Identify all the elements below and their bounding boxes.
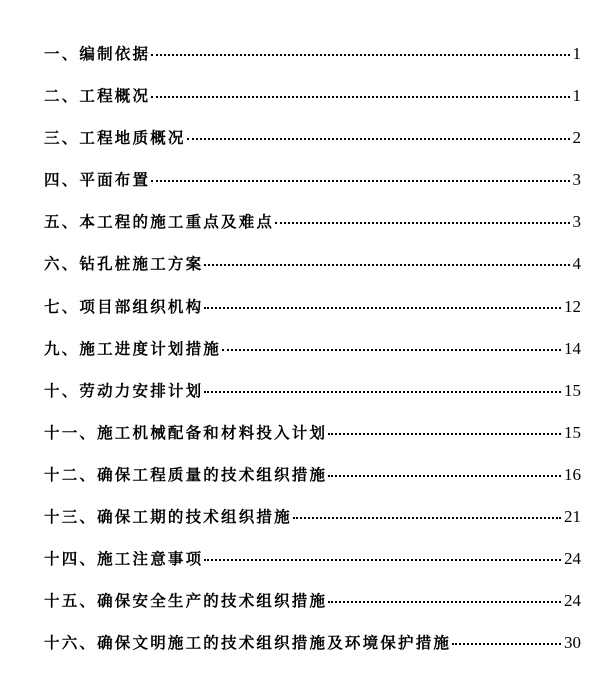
toc-dot-leader [204, 390, 561, 393]
toc-entry[interactable] [44, 159, 581, 201]
toc-entry[interactable] [44, 622, 581, 664]
toc-page-number: 15 [564, 422, 581, 442]
toc-entry[interactable] [44, 496, 581, 538]
toc-entry-title: 九、施工进度计划措施 [44, 338, 222, 358]
toc-page-number: 16 [564, 464, 581, 484]
toc-dot-leader [452, 642, 561, 645]
toc-entry-title: 一、编制依据 [44, 44, 151, 63]
toc-entry-title: 十二、确保工程质量的技术组织措施 [44, 464, 328, 484]
toc-entry-title: 三、工程地质概况 [44, 128, 186, 148]
toc-dot-leader [275, 221, 569, 224]
toc-entry[interactable] [44, 370, 581, 412]
toc-entry[interactable] [44, 243, 581, 285]
toc-entry[interactable] [44, 412, 581, 454]
toc-dot-leader [293, 516, 561, 519]
toc-page-number: 14 [564, 338, 581, 358]
toc-entry[interactable] [44, 75, 581, 117]
toc-entry-title: 五、本工程的施工重点及难点 [44, 212, 275, 232]
toc-dot-leader [151, 179, 569, 182]
toc-dot-leader [328, 474, 561, 477]
toc-page-number: 1 [572, 44, 581, 63]
table-of-contents [44, 33, 581, 664]
toc-entry-title: 十三、确保工期的技术组织措施 [44, 507, 292, 527]
toc-entry-title: 七、项目部组织机构 [44, 296, 204, 316]
toc-dot-leader [151, 53, 569, 56]
toc-entry[interactable] [44, 33, 581, 75]
toc-dot-leader [328, 600, 561, 603]
toc-entry-title: 十、劳动力安排计划 [44, 380, 204, 400]
toc-dot-leader [204, 558, 561, 561]
toc-entry[interactable] [44, 117, 581, 159]
toc-page-number: 21 [564, 507, 581, 527]
toc-entry-title: 六、钻孔桩施工方案 [44, 254, 204, 274]
toc-page-number: 3 [572, 170, 581, 190]
toc-entry[interactable] [44, 580, 581, 622]
toc-entry[interactable] [44, 201, 581, 243]
toc-page-number: 4 [572, 254, 581, 274]
toc-dot-leader [328, 432, 561, 435]
toc-dot-leader [204, 306, 561, 309]
toc-page-number: 2 [572, 128, 581, 148]
toc-entry[interactable] [44, 454, 581, 496]
toc-dot-leader [222, 348, 561, 351]
toc-entry-title: 十六、确保文明施工的技术组织措施及环境保护措施 [44, 633, 452, 653]
toc-entry[interactable] [44, 286, 581, 328]
toc-page-number: 24 [564, 591, 581, 611]
toc-page-number: 12 [564, 296, 581, 316]
toc-entry-title: 十一、施工机械配备和材料投入计划 [44, 422, 328, 442]
toc-page-number: 30 [564, 633, 581, 653]
toc-dot-leader [204, 263, 569, 266]
toc-entry[interactable] [44, 328, 581, 370]
toc-entry-title: 十五、确保安全生产的技术组织措施 [44, 591, 328, 611]
toc-entry[interactable] [44, 538, 581, 580]
toc-entry-title: 二、工程概况 [44, 86, 151, 106]
toc-entry-title: 四、平面布置 [44, 170, 151, 190]
toc-page-number: 15 [564, 380, 581, 400]
toc-entry-title: 十四、施工注意事项 [44, 549, 204, 569]
toc-dot-leader [187, 137, 570, 140]
toc-page-number: 3 [572, 212, 581, 232]
toc-dot-leader [151, 95, 569, 98]
toc-page-number: 24 [564, 549, 581, 569]
toc-page-number: 1 [572, 86, 581, 106]
